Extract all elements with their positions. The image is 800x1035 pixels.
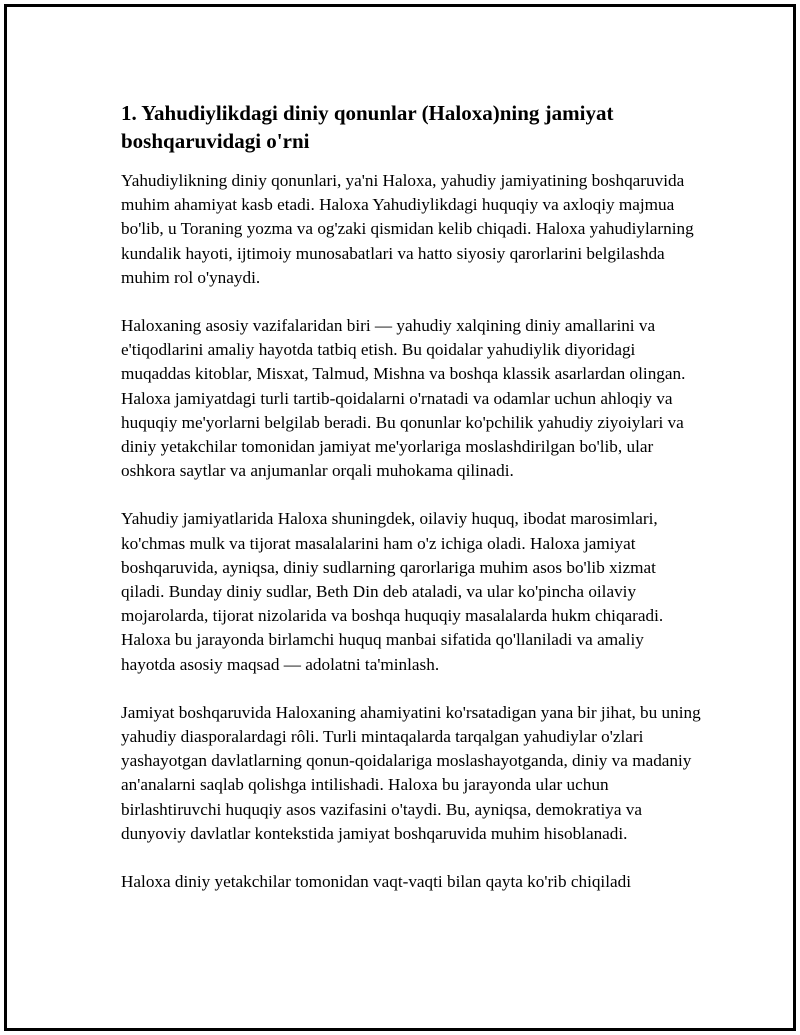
page-frame: [4, 4, 796, 1031]
section-heading: 1. Yahudiylikdagi diniy qonunlar (Haloxa)ning jamiyat boshqaruvidagi o'rni: [121, 101, 614, 153]
paragraph: Yahudiy jamiyatlarida Haloxa shuningdek, oilaviy huquq, ibodat marosimlari, ko'chmas mulk va tijorat masalalarini ham o'z ichiga oladi. Haloxa jamiyat boshqaruvida, ayniqsa, diniy sudlarning qarorlariga muhim asos bo'lib xizmat qiladi. Bunday diniy sudlar, Beth Din deb ataladi, va ular ko'pincha oilaviy mojarolarda, tijorat nizolarida va boshqa huquqiy masalalarda hukm chiqaradi. Haloxa bu jarayonda birlamchi huquq manbai sifatida qo'llaniladi va amaliy hayotda asosiy maqsad — adolatni ta'minlash.: [121, 509, 664, 674]
paragraph: Haloxaning asosiy vazifalaridan biri — yahudiy xalqining diniy amallarini va e'tiqodlarini amaliy hayotda tatbiq etish. Bu qoidalar yahudiylik diyoridagi muqaddas kitoblar, Misxat, Talmud, Mishna va boshqa klassik asarlardan olingan. Haloxa jamiyatdagi turli tartib-qoidalarni o'rnatadi va odamlar uchun ahloqiy va huquqiy me'yorlarni belgilab beradi. Bu qonunlar ko'pchilik yahudiy ziyoiylari va diniy yetakchilar tomonidan jamiyat me'yorlariga moslashdirilgan bo'lib, ular oshkora saytlar va anjumanlar orqali muhokama qilinadi.: [121, 316, 686, 481]
paragraph: Yahudiylikning diniy qonunlari, ya'ni Haloxa, yahudiy jamiyatining boshqaruvida muhim ahamiyat kasb etadi. Haloxa Yahudiylikdagi huquqiy va axloqiy majmua bo'lib, u Toraning yozma va og'zaki qismidan kelib chiqadi. Haloxa yahudiylarning kundalik hayoti, ijtimoiy munosabatlari va hatto siyosiy qarorlarini belgilashda muhim rol o'ynaydi.: [121, 171, 694, 287]
paragraph: Haloxa diniy yetakchilar tomonidan vaqt-vaqti bilan qayta ko'rib chiqiladi: [121, 872, 631, 892]
paragraph: Jamiyat boshqaruvida Haloxaning ahamiyatini ko'rsatadigan yana bir jihat, bu uning yahudiy diasporalardagi rôli. Turli mintaqalarda tarqalgan yahudiylar o'zlari yashayotgan davlatlarning qonun-qoidalariga moslashayotganda, diniy va madaniy an'analarni saqlab qolishga intilishadi. Haloxa bu jarayonda ular uchun birlashtiruvchi huquqiy asos vazifasini o'taydi. Bu, ayniqsa, demokratiya va dunyoviy davlatlar kontekstida jamiyat boshqaruvida muhim hisoblanadi.: [121, 702, 701, 843]
document-body: [121, 99, 701, 918]
